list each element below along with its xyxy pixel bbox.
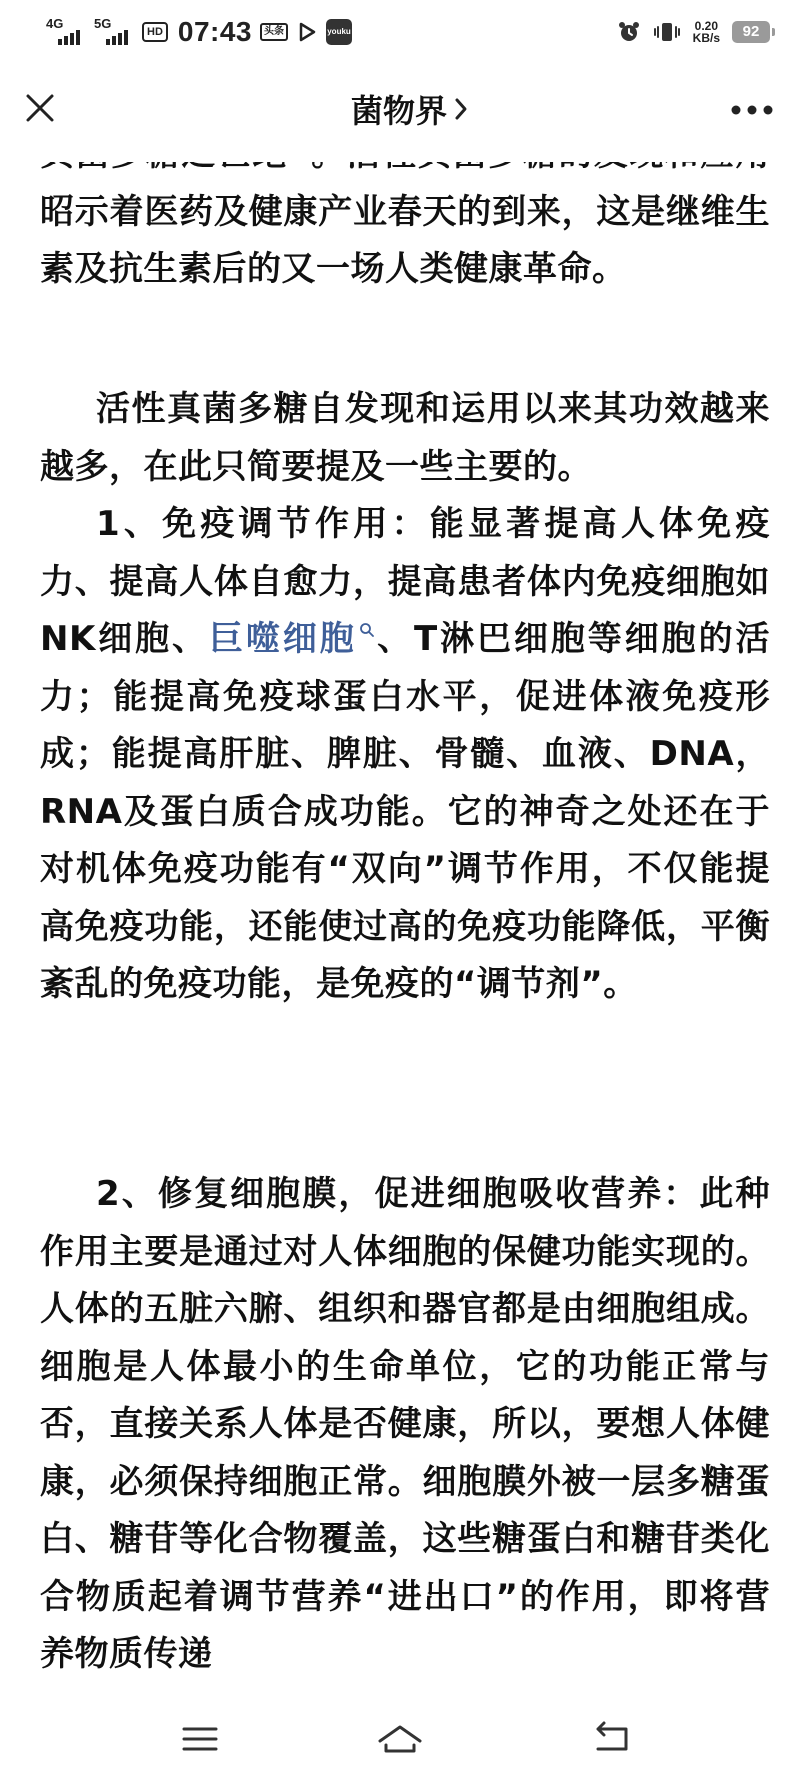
close-icon <box>20 88 60 128</box>
page-title: 菌物界 <box>350 92 447 130</box>
term-link-macrophage[interactable] <box>209 619 375 659</box>
battery-icon <box>732 21 770 43</box>
status-time: 07:43 <box>177 16 253 47</box>
article-paragraph: 昭示着医药及健康产业春天的到来，这是继维生素及抗生素后的又一场人类健康革命。 <box>40 191 770 289</box>
status-bar <box>0 0 800 64</box>
toutiao-icon: 头条 <box>260 23 288 41</box>
article-body[interactable] <box>0 126 800 1701</box>
home-icon <box>376 1719 424 1759</box>
signal-icon <box>94 17 134 47</box>
menu-button[interactable] <box>176 1719 224 1759</box>
back-button[interactable] <box>588 1719 636 1759</box>
page-title-button[interactable] <box>340 86 480 132</box>
term-link-label: 巨噬细胞 <box>208 619 357 659</box>
more-button[interactable] <box>724 92 780 128</box>
search-icon <box>359 622 375 638</box>
net-speed <box>693 20 720 44</box>
article-paragraph: 活性真菌多糖自发现和运用以来其功效越来越多，在此只简要提及一些主要的。 <box>40 389 770 487</box>
alarm-icon <box>617 20 641 44</box>
paragraph-text: 1、免疫调节作用：能显著提高人体免疫力、提高人体自愈力，提高患者体内免疫细胞如NK细胞、 <box>40 504 770 659</box>
signal-label-4g: 4G <box>46 16 64 31</box>
hd-icon: HD <box>142 22 168 42</box>
nav-header <box>0 64 800 162</box>
status-left <box>46 14 352 50</box>
signal-icon <box>46 17 86 47</box>
status-right <box>617 14 770 50</box>
more-icon <box>724 92 780 128</box>
play-icon <box>296 21 318 43</box>
youku-icon: youku <box>326 19 352 45</box>
close-button[interactable] <box>20 88 60 128</box>
system-nav-bar <box>0 1701 800 1778</box>
battery-level: 92 <box>742 23 760 40</box>
article-paragraph: 2、修复细胞膜，促进细胞吸收营养：此种作用主要是通过对人体细胞的保健功能实现的。人体的五脏六腑、组织和器官都是由细胞组成。细胞是人体最小的生命单位，它的功能正常与否，直接关系人体是否健康，所以，要想人体健康，必须保持细胞正常。细胞膜外被一层多糖蛋白、糖苷等化合物覆盖，这些糖蛋白和糖苷类化合物质起着调节营养“进出口”的作用，即将营养物质传递 <box>40 1174 770 1674</box>
net-speed-unit: KB/s <box>692 31 720 45</box>
menu-icon <box>176 1719 224 1759</box>
vibrate-icon <box>653 20 681 44</box>
home-button[interactable] <box>376 1719 424 1759</box>
back-icon <box>588 1719 636 1759</box>
article-paragraph <box>40 496 770 1014</box>
signal-label-5g: 5G <box>94 16 112 31</box>
net-speed-value: 0.20 <box>694 19 718 33</box>
paragraph-text: 、T淋巴细胞等细胞的活力；能提高免疫球蛋白水平，促进体液免疫形成；能提高肝脏、脾脏、骨髓、血液、DNA，RNA及蛋白质合成功能。它的神奇之处还在于对机体免疫功能有“双向”调节作用，不仅能提高免疫功能，还能使过高的免疫功能降低，平衡紊乱的免疫功能，是免疫的“调节剂”。 <box>40 619 770 1004</box>
chevron-right-icon <box>453 96 469 122</box>
